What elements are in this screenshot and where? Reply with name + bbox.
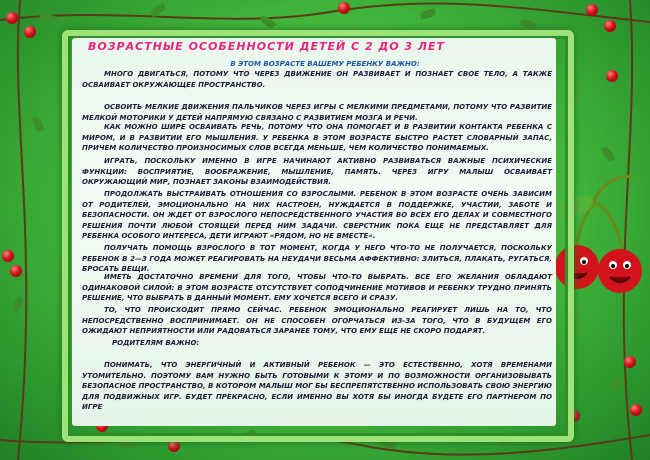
- paragraph: ПОЛУЧАТЬ ПОМОЩЬ ВЗРОСЛОГО В ТОТ МОМЕНТ, КОГДА У НЕГО ЧТО-ТО НЕ ПОЛУЧАЕТСЯ, ПОСКОЛЬКУ РЕБЕНОК В 2—3 ГОДА МОЖЕТ РЕАГИРОВАТЬ НА НЕУДАЧИ ВЕСЬМА АФФЕКТИВНО: ЗЛИТЬСЯ, ПЛАКАТЬ, РУГАТЬСЯ, БРОСАТЬ ВЕЩИ.: [82, 244, 552, 274]
- paragraph: ПРОДОЛЖАТЬ ВЫСТРАИВАТЬ ОТНОШЕНИЯ СО ВЗРОСЛЫМИ. РЕБЕНОК В ЭТОМ ВОЗРАСТЕ ОЧЕНЬ ЗАВИСИМ ОТ РОДИТЕЛЕЙ, ЭМОЦИОНАЛЬНО НА НИХ НАСТРОЕН, НУЖДАЕТСЯ В ПОДДЕРЖКЕ, УЧАСТИИ, ЗАБОТЕ И БЕЗОПАСНОСТИ. ОН ЖДЕТ ОТ ВЗРОСЛОГО НЕПОСРЕДСТВЕННОГО УЧАСТИЯ ВО ВСЕХ ЕГО ДЕЛАХ И СОВМЕСТНОГО РЕШЕНИЯ ПОЧТИ ЛЮБОЙ СТОЯЩЕЙ ПЕРЕД НИМ ЗАДАЧИ. СВЕРСТНИК ПОКА ЕЩЕ НЕ ПРЕДСТАВЛЯЕТ ДЛЯ РЕБЕНКА ОСОБОГО ИНТЕРЕСА, ДЕТИ ИГРАЮТ «РЯДОМ, НО НЕ ВМЕСТЕ».: [82, 190, 552, 241]
- cherry-icon: [586, 4, 598, 16]
- paragraph: КАК МОЖНО ШИРЕ ОСВАИВАТЬ РЕЧЬ, ПОТОМУ ЧТО ОНА ПОМОГАЕТ И В РАЗВИТИИ КОНТАКТА РЕБЕНКА С МИРОМ, И В РАЗВИТИИ ЕГО МЫШЛЕНИЯ. У РЕБЕНКА В ЭТОМ ВОЗРАСТЕ БЫСТРО РАСТЕТ СЛОВАРНЫЙ ЗАПАС, ПРИЧЕМ КОЛИЧЕСТВО ПРОИЗНОСИМЫХ СЛОВ ВСЕГДА МЕНЬШЕ, ЧЕМ КОЛИЧЕСТВО ПОНИМАЕМЫХ.: [82, 123, 552, 153]
- paragraph: ИГРАТЬ, ПОСКОЛЬКУ ИМЕННО В ИГРЕ НАЧИНАЮТ АКТИВНО РАЗВИВАТЬСЯ ВАЖНЫЕ ПСИХИЧЕСКИЕ ФУНКЦИИ: ВОСПРИЯТИЕ, ВООБРАЖЕНИЕ, МЫШЛЕНИЕ, ПАМЯТЬ. ЧЕРЕЗ ИГРУ МАЛЫШ ОСВАИВАЕТ ОКРУЖАЮЩИЙ МИР, ПОЗНАЕТ ЗАКОНЫ ВЗАИМОДЕЙСТВИЯ.: [82, 157, 552, 187]
- cherry-icon: [630, 404, 642, 416]
- cherry-icon: [604, 20, 616, 32]
- page-title: ВОЗРАСТНЫЕ ОСОБЕННОСТИ ДЕТЕЙ С 2 ДО 3 ЛЕТ: [88, 40, 446, 53]
- paragraph: ИМЕТЬ ДОСТАТОЧНО ВРЕМЕНИ ДЛЯ ТОГО, ЧТОБЫ ЧТО-ТО ВЫБРАТЬ. ВСЕ ЕГО ЖЕЛАНИЯ ОБЛАДАЮТ ОДИНАКОВОЙ СИЛОЙ: В ЭТОМ ВОЗРАСТЕ ОТСУТСТВУЕТ СОПОДЧИНЕНИЕ МОТИВОВ И РЕБЕНКУ ТРУДНО ПРИНЯТЬ РЕШЕНИЕ, ЧТО ВЫБРАТЬ В ДАННЫЙ МОМЕНТ. ЕМУ ХОЧЕТСЯ ВСЕГО И СРАЗУ.: [82, 273, 552, 303]
- cherry-icon: [6, 12, 18, 24]
- cherry-icon: [338, 2, 350, 14]
- section-heading: РОДИТЕЛЯМ ВАЖНО:: [112, 339, 200, 347]
- paragraph: ОСВОИТЬ МЕЛКИЕ ДВИЖЕНИЯ ПАЛЬЧИКОВ ЧЕРЕЗ ИГРЫ С МЕЛКИМИ ПРЕДМЕТАМИ, ПОТОМУ ЧТО РАЗВИТИЕ МЕЛКОЙ МОТОРИКИ У ДЕТЕЙ НАПРЯМУЮ СВЯЗАНО С РАЗВИТИЕМ МОЗГА И РЕЧИ.: [82, 103, 552, 122]
- cherry-icon: [624, 356, 636, 368]
- paragraph: МНОГО ДВИГАТЬСЯ, ПОТОМУ ЧТО ЧЕРЕЗ ДВИЖЕНИЕ ОН РАЗВИВАЕТ И ПОЗНАЕТ СВОЕ ТЕЛО, А ТАКЖЕ ОСВАИВАЕТ ОКРУЖАЮЩЕЕ ПРОСТРАНСТВО.: [82, 70, 552, 89]
- paragraph: ПОНИМАТЬ, ЧТО ЭНЕРГИЧНЫЙ И АКТИВНЫЙ РЕБЕНОК — ЭТО ЕСТЕСТВЕННО, ХОТЯ ВРЕМЕНАМИ УТОМИТЕЛЬНО. ПОЭТОМУ ВАМ НУЖНО БЫТЬ ГОТОВЫМИ К ЭТОМУ И ПО ВОЗМОЖНОСТИ ОРГАНИЗОВЫВАТЬ БЕЗОПАСНОЕ ПРОСТРАНСТВО, В КОТОРОМ МАЛЫШ МОГ БЫ БЕСПРЕПЯТСТВЕННО ИСПОЛЬЗОВАТЬ СВОЮ ЭНЕРГИЮ ДЛЯ ПОДВИЖНЫХ ИГР. БУДЕТ ПРЕКРАСНО, ЕСЛИ ИМЕННО ВЫ ХОТЯ БЫ ИНОГДА БУДЕТЕ ЕГО ПАРТНЕРОМ ПО ИГРЕ: [82, 361, 552, 412]
- cherry-icon: [606, 70, 618, 82]
- cherry-icon: [2, 250, 14, 262]
- cherry-icon: [24, 26, 36, 38]
- subtitle: В ЭТОМ ВОЗРАСТЕ ВАШЕМУ РЕБЕНКУ ВАЖНО:: [230, 60, 420, 68]
- cherry-icon: [10, 265, 22, 277]
- paragraph: ТО, ЧТО ПРОИСХОДИТ ПРЯМО СЕЙЧАС. РЕБЕНОК ЭМОЦИОНАЛЬНО РЕАГИРУЕТ ЛИШЬ НА ТО, ЧТО НЕПОСРЕДСТВЕННО ВОСПРИНИМАЕТ. ОН НЕ СПОСОБЕН ОГОРЧАТЬСЯ ИЗ-ЗА ТОГО, ЧТО В БУДУЩЕМ ЕГО ОЖИДАЮТ НЕПРИЯТНОСТИ ИЛИ РАДОВАТЬСЯ ЗАРАНЕЕ ТОМУ, ЧТО ЕМУ ЕЩЕ НЕ СКОРО ПОДАРЯТ.: [82, 306, 552, 336]
